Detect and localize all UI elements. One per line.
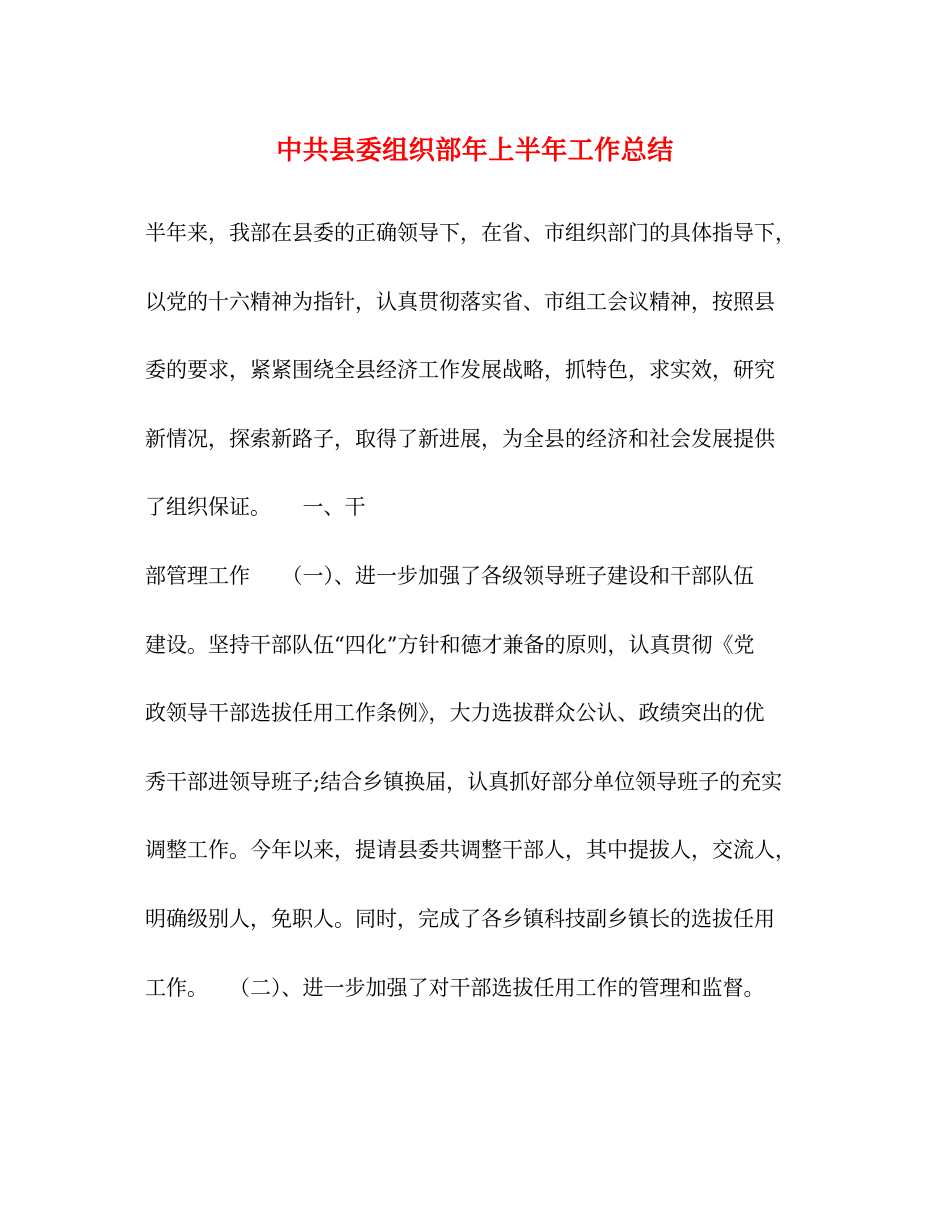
body-line: 建设。坚持干部队伍“四化”方针和德才兼备的原则，认真贯彻《党 (145, 632, 755, 657)
document-title: 中共县委组织部年上半年工作总结 (276, 136, 674, 166)
body-line: 秀干部进领导班子;结合乡镇换届，认真抓好部分单位领导班子的充实 (145, 769, 783, 794)
body-line: 调整工作。今年以来，提请县委共调整干部人，其中提拔人，交流人， (145, 838, 796, 863)
body-line: 部管理工作 （一）、进一步加强了各级领导班子建设和干部队伍 (145, 563, 754, 588)
body-line: 工作。 （二）、进一步加强了对干部选拔任用工作的管理和监督。 (145, 975, 765, 1000)
body-line: 以党的十六精神为指针，认真贯彻落实省、市组工会议精神，按照县 (145, 289, 775, 314)
body-line: 新情况，探索新路子，取得了新进展，为全县的经济和社会发展提供 (145, 426, 775, 451)
body-line: 委的要求，紧紧围绕全县经济工作发展战略，抓特色，求实效，研究 (145, 358, 775, 383)
body-line: 了组织保证。 一、干 (145, 495, 366, 520)
body-line: 政领导干部选拔任用工作条例》，大力选拔群众公认、政绩突出的优 (145, 701, 765, 726)
body-line: 明确级别人，免职人。同时，完成了各乡镇科技副乡镇长的选拔任用 (145, 906, 775, 931)
document-body (145, 213, 815, 1036)
body-line: 半年来，我部在县委的正确领导下，在省、市组织部门的具体指导下， (145, 221, 796, 245)
